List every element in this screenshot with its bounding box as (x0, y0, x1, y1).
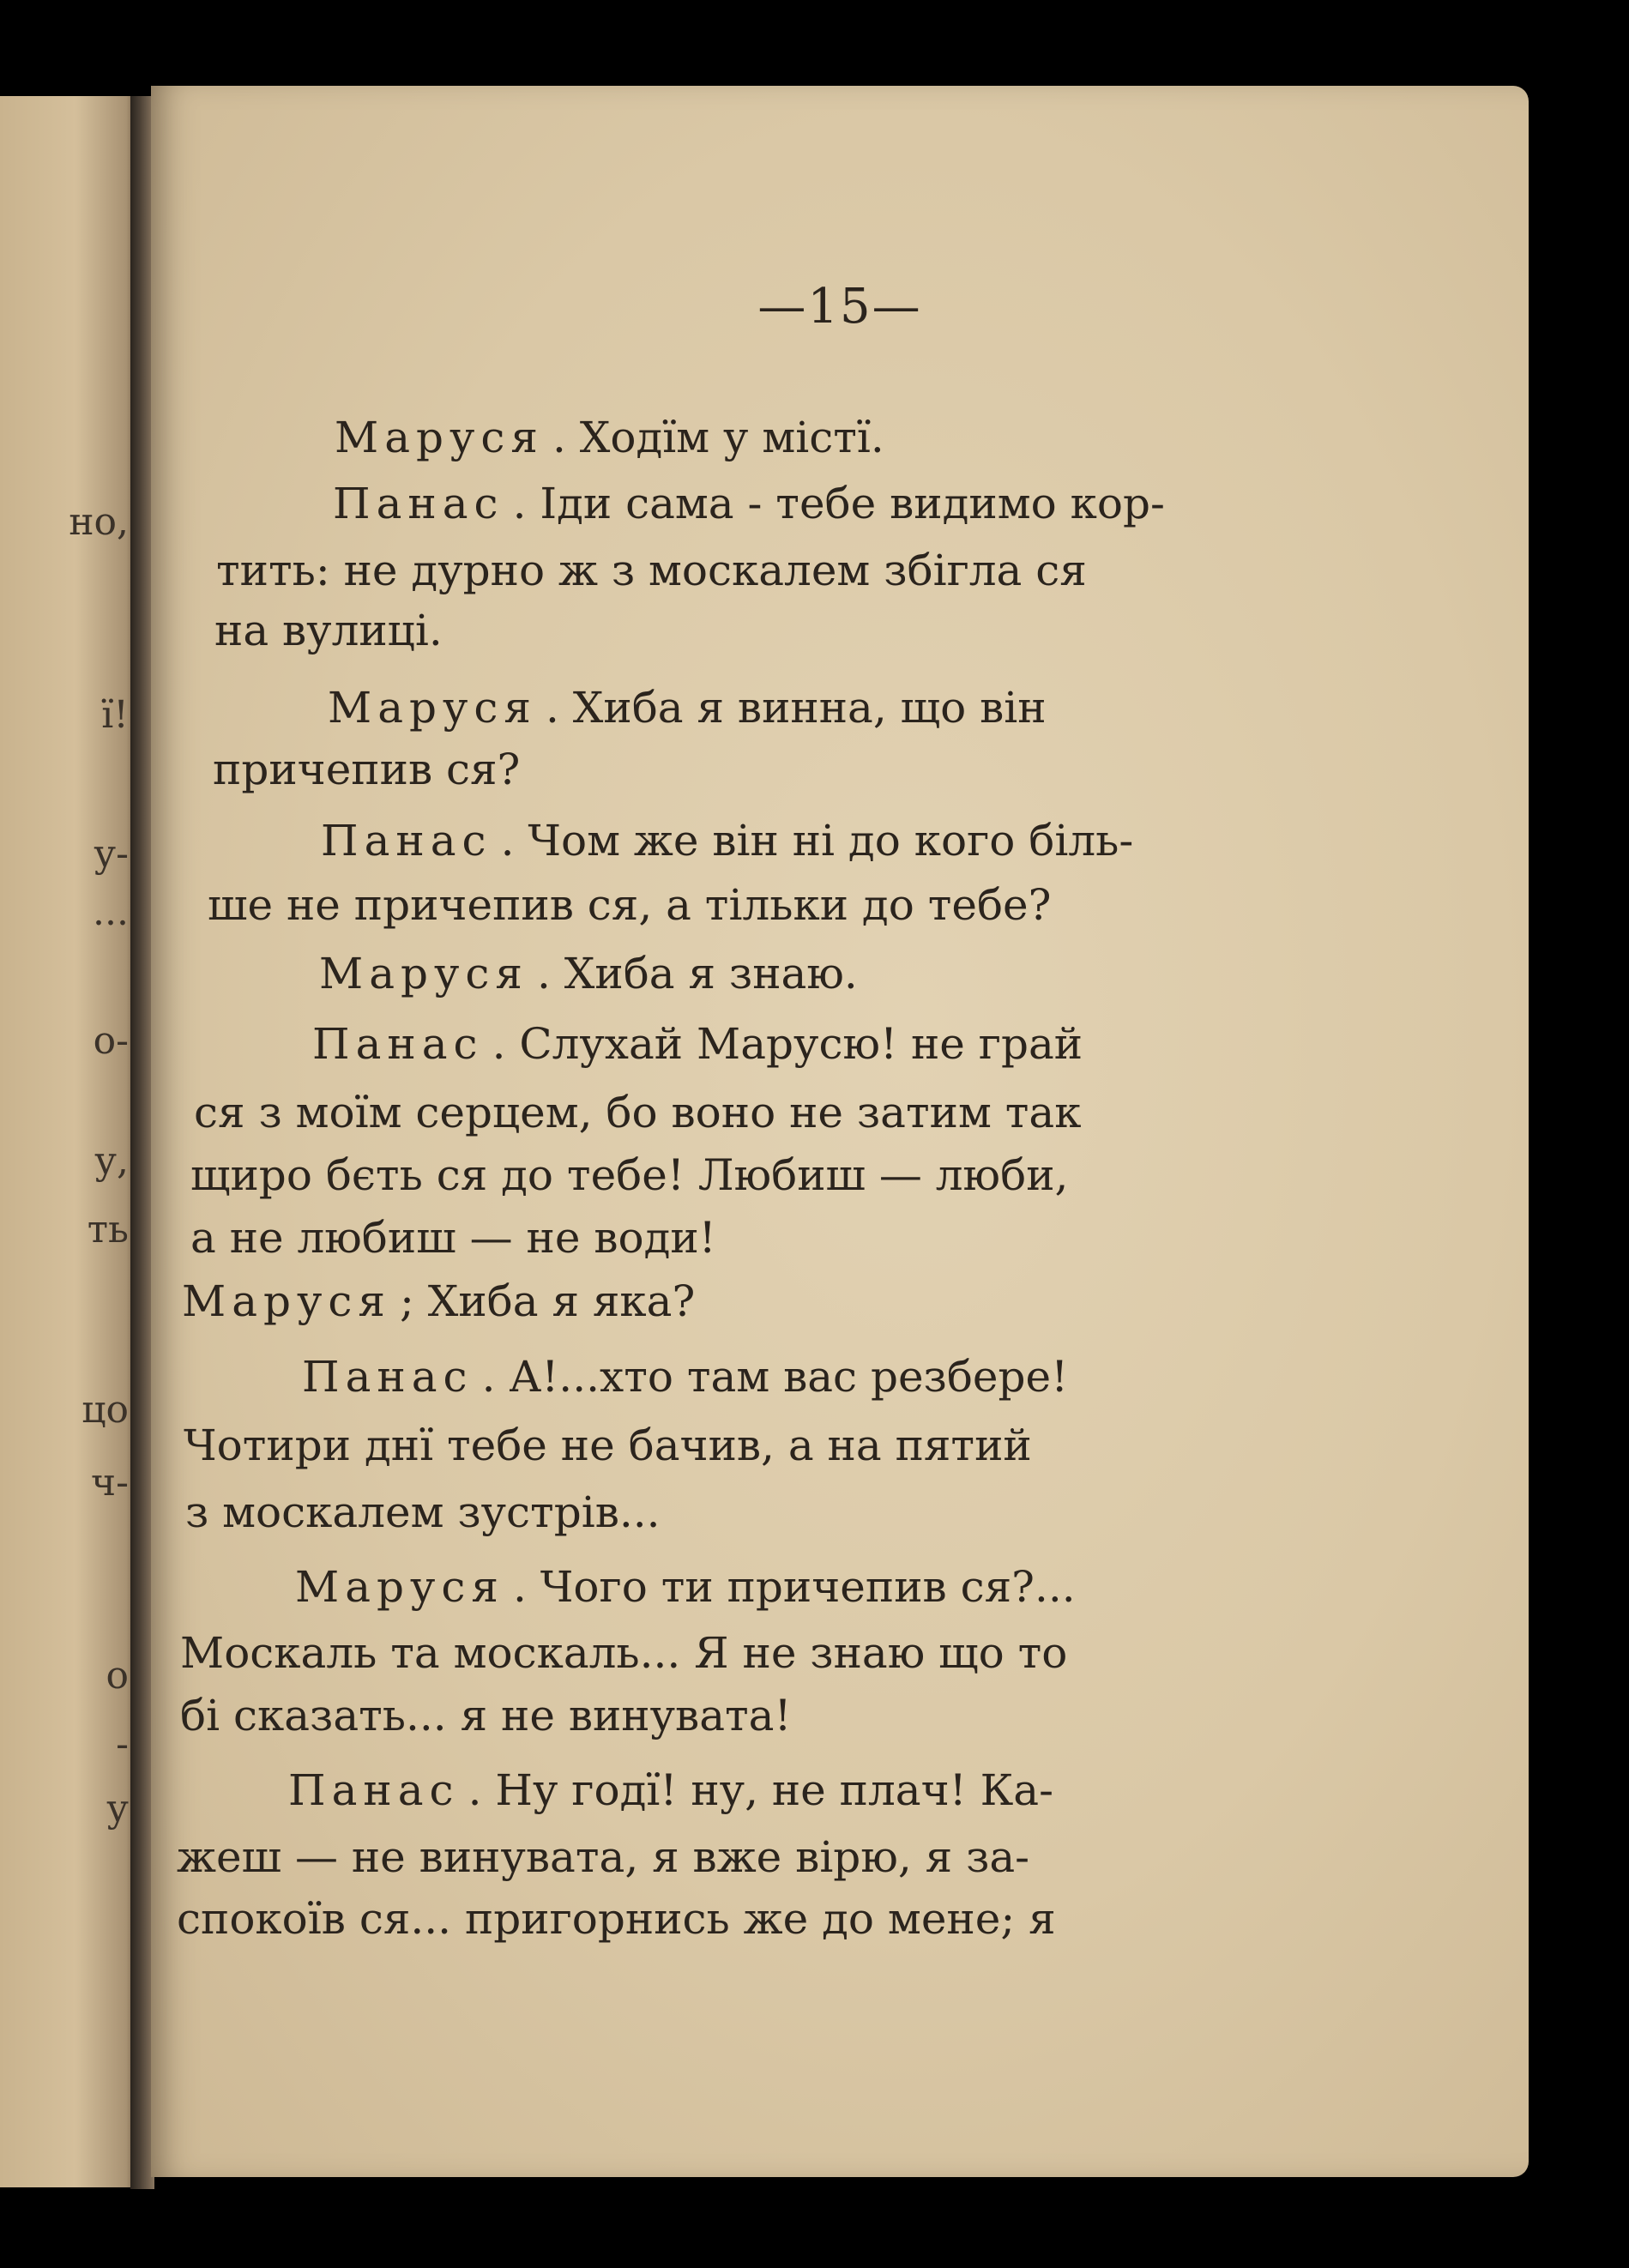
speaker-name: Маруся (182, 1276, 391, 1326)
left-fragment: у (106, 1787, 129, 1831)
speaker-name: Маруся (328, 683, 537, 733)
line-text: ше не причепив ся, а тільки до тебе? (208, 880, 1052, 930)
left-fragment: о (106, 1654, 129, 1698)
line-text: . Іди сама - тебе видимо кор- (512, 479, 1165, 528)
line-text: на вулиці. (214, 606, 443, 655)
text-line (328, 683, 1047, 733)
speaker-name: Панас (312, 1019, 484, 1069)
left-fragment: у, (94, 1139, 129, 1183)
text-line (206, 606, 443, 655)
text-line (204, 745, 521, 794)
left-fragment: - (116, 1722, 129, 1766)
text-line (288, 1765, 1054, 1815)
left-fragment: о- (93, 1019, 129, 1063)
speaker-name: Панас (333, 479, 504, 528)
line-text: . Ходїм у містї. (552, 413, 884, 462)
line-text: . Чом же він ні до кого біль- (500, 816, 1134, 866)
text-line (168, 1832, 1030, 1882)
line-text: спокоїв ся... пригорнись же до мене; я (177, 1894, 1056, 1944)
text-line (177, 1487, 661, 1537)
text-line (172, 1628, 1068, 1678)
text-line (168, 1894, 1056, 1944)
line-text: . А!...хто там вас резбере! (481, 1352, 1069, 1402)
left-fragment: ть (87, 1208, 129, 1252)
left-fragment: ї! (101, 693, 129, 737)
line-text: ся з моїм серцем, бо воно не затим так (194, 1088, 1082, 1137)
line-text: . Хиба я винна, що він (545, 683, 1047, 733)
text-line (319, 949, 858, 998)
left-fragment: у- (94, 832, 129, 876)
text-line (182, 1150, 1069, 1200)
speaker-name: Панас (288, 1765, 460, 1815)
right-page (151, 86, 1529, 2177)
line-text: Чотири днї тебе не бачив, а на пятий (184, 1421, 1032, 1470)
text-line (199, 880, 1052, 930)
line-text: жеш — не винувата, я вже вірю, я за- (177, 1832, 1030, 1882)
line-text: . Хиба я знаю. (536, 949, 858, 998)
text-line (321, 816, 1134, 866)
text-line (175, 1421, 1032, 1470)
line-text: щиро бєть ся до тебе! Любиш — люби, (190, 1150, 1069, 1200)
text-line (312, 1019, 1083, 1069)
line-text: ; Хиба я яка? (399, 1276, 696, 1326)
line-text: бі сказать... я не винувата! (180, 1691, 792, 1740)
left-fragment: ч- (91, 1461, 129, 1505)
text-line (302, 1352, 1069, 1402)
text-line (182, 1276, 696, 1326)
text-line (172, 1691, 792, 1740)
text-line (335, 413, 884, 462)
line-text: . Чого ти причепив ся?... (512, 1562, 1076, 1612)
text-line (208, 546, 1087, 595)
speaker-name: Маруся (319, 949, 528, 998)
line-text: Москаль та москаль... Я не знаю що то (180, 1628, 1068, 1678)
left-fragment: цо (81, 1388, 129, 1432)
text-line (182, 1213, 716, 1263)
line-text: з москалем зустрів... (185, 1487, 661, 1537)
line-text: . Ну годї! ну, не плач! Ка- (468, 1765, 1054, 1815)
left-fragment: но, (69, 500, 129, 544)
line-text: причепив ся? (213, 745, 521, 794)
text-line (295, 1562, 1076, 1612)
speaker-name: Маруся (335, 413, 544, 462)
page-number: —15— (757, 279, 922, 335)
speaker-name: Маруся (295, 1562, 504, 1612)
line-text: . Слухай Марусю! не грай (492, 1019, 1083, 1069)
text-line (333, 479, 1165, 528)
line-text: а не любиш — не води! (190, 1213, 716, 1263)
left-page-edge (0, 96, 137, 2187)
line-text: тить: не дурно ж з москалем збігла ся (216, 546, 1087, 595)
speaker-name: Панас (321, 816, 492, 866)
text-line (185, 1088, 1082, 1137)
speaker-name: Панас (302, 1352, 474, 1402)
left-fragment: ... (93, 890, 129, 934)
dialogue-text (151, 86, 1529, 2177)
